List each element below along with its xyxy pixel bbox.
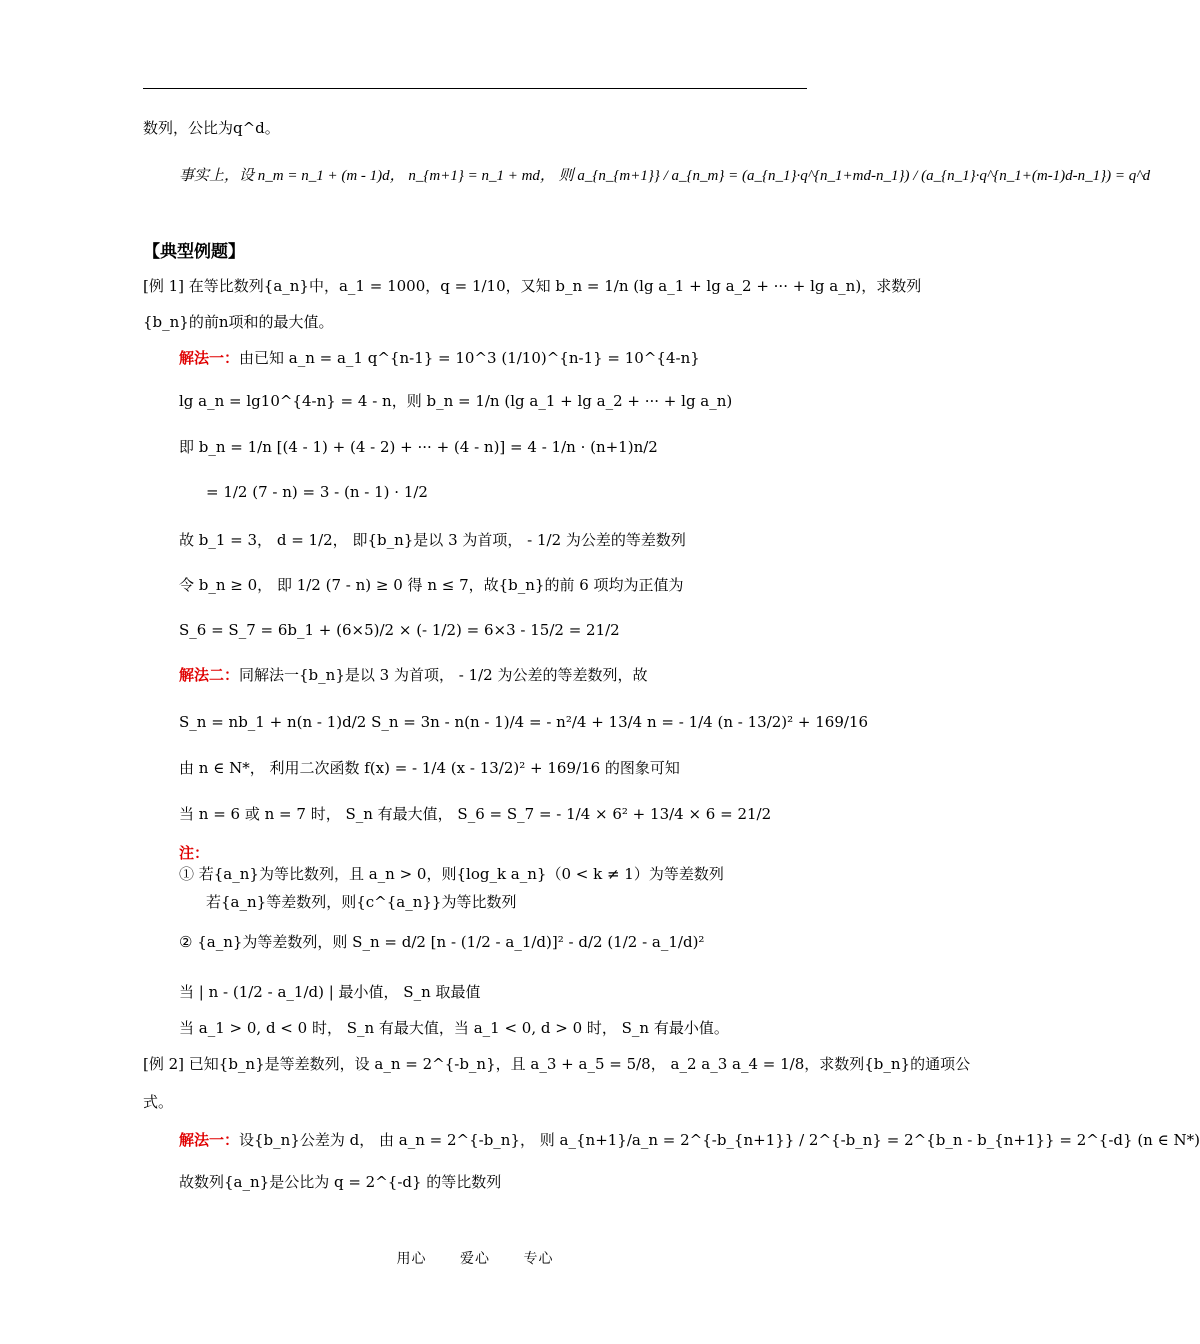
example-2-statement: [例 2] 已知{b_n}是等差数列，设 a_n = 2^{-b_n}，且 a_3 + a_5 = 5/8， a_2 a_3 a_4 = 1/8，求数列{b_n}的通项公 bbox=[143, 1055, 971, 1073]
text-line: 令 b_n ≥ 0， 即 1/2 (7 - n) ≥ 0 得 n ≤ 7，故{b_n}的前 6 项均为正值为 bbox=[179, 576, 684, 594]
text-line: 当 | n - (1/2 - a_1/d) | 最小值， S_n 取最值 bbox=[179, 983, 481, 1001]
text-line: 由 n ∈ N*， 利用二次函数 f(x) = - 1/4 (x - 13/2)² + 169/16 的图象可知 bbox=[179, 759, 680, 777]
formula-line: = 1/2 (7 - n) = 3 - (n - 1) · 1/2 bbox=[206, 483, 428, 501]
formula-line: S_6 = S_7 = 6b_1 + (6×5)/2 × (- 1/2) = 6×3 - 15/2 = 21/2 bbox=[179, 621, 620, 639]
section-heading: 【典型例题】 bbox=[143, 242, 245, 262]
footer-word: 用心 bbox=[396, 1251, 427, 1267]
note-item-2: ② {a_n}为等差数列，则 S_n = d/2 [n - (1/2 - a_1/d)]² - d/2 (1/2 - a_1/d)² bbox=[179, 933, 705, 951]
formula-line: lg a_n = lg10^{4-n} = 4 - n，则 b_n = 1/n (lg a_1 + lg a_2 + ··· + lg a_n) bbox=[179, 392, 733, 410]
text-line: 故数列{a_n}是公比为 q = 2^{-d} 的等比数列 bbox=[179, 1173, 502, 1191]
note-item-1: ① 若{a_n}为等比数列，且 a_n > 0，则{log_k a_n}（0 < k ≠ 1）为等差数列 bbox=[179, 865, 724, 883]
footer-word: 爱心 bbox=[460, 1251, 490, 1267]
text-line: 故 b_1 = 3， d = 1/2， 即{b_n}是以 3 为首项， - 1/2 为公差的等差数列 bbox=[179, 531, 686, 549]
note-label: 注： bbox=[179, 844, 210, 862]
solution-1-line bbox=[179, 348, 700, 368]
example-2-statement-cont: 式。 bbox=[143, 1093, 174, 1111]
solution-label: 解法一： bbox=[179, 349, 240, 367]
text: 同解法一{b_n}是以 3 为首项， - 1/2 为公差的等差数列，故 bbox=[239, 666, 648, 684]
text-line: 当 n = 6 或 n = 7 时， S_n 有最大值， S_6 = S_7 = - 1/4 × 6² + 13/4 × 6 = 21/2 bbox=[179, 805, 772, 823]
footer-word: 专心 bbox=[523, 1251, 554, 1267]
text-line: 当 a_1 > 0, d < 0 时， S_n 有最大值，当 a_1 < 0, d > 0 时， S_n 有最小值。 bbox=[179, 1019, 729, 1037]
formula-text: 由已知 a_n = a_1 q^{n-1} = 10^3 (1/10)^{n-1} = 10^{4-n} bbox=[239, 349, 700, 367]
formula-line: 事实上，设 n_m = n_1 + (m - 1)d， n_{m+1} = n_1 + md， 则 a_{n_{m+1}} / a_{n_m} = (a_{n_1}·q^{n_1+md-n_1}) / (a_{n_1}·q^{n_1+(m-1)d-n_1}) = q^d bbox=[179, 168, 1151, 184]
solution-2-line bbox=[179, 665, 647, 685]
formula-text: 设{b_n}公差为 d， 由 a_n = 2^{-b_n}， 则 a_{n+1}/a_n = 2^{-b_{n+1}} / 2^{-b_n} = 2^{b_n - b_{n+1}} = 2^{-d} (n ∈ N*) bbox=[239, 1131, 1200, 1149]
solution-label: 解法一： bbox=[179, 1131, 240, 1149]
solution-label: 解法二： bbox=[179, 666, 240, 684]
page-footer bbox=[0, 1248, 950, 1268]
example-1-statement-cont: {b_n}的前n项和的最大值。 bbox=[143, 313, 334, 331]
formula-line: 即 b_n = 1/n [(4 - 1) + (4 - 2) + ··· + (4 - n)] = 4 - 1/n · (n+1)n/2 bbox=[179, 438, 658, 456]
formula-line: S_n = nb_1 + n(n - 1)d/2 S_n = 3n - n(n - 1)/4 = - n²/4 + 13/4 n = - 1/4 (n - 13/2)² + 169/16 bbox=[179, 713, 869, 731]
note-item-1-cont: 若{a_n}等差数列，则{c^{a_n}}为等比数列 bbox=[206, 893, 517, 911]
example-1-statement: [例 1] 在等比数列{a_n}中，a_1 = 1000，q = 1/10，又知 b_n = 1/n (lg a_1 + lg a_2 + ··· + lg a_n)，求数列 bbox=[143, 277, 922, 295]
solution-1-line bbox=[179, 1130, 1200, 1150]
header-rule bbox=[143, 88, 807, 89]
text-line: 数列，公比为q^d。 bbox=[143, 119, 280, 137]
